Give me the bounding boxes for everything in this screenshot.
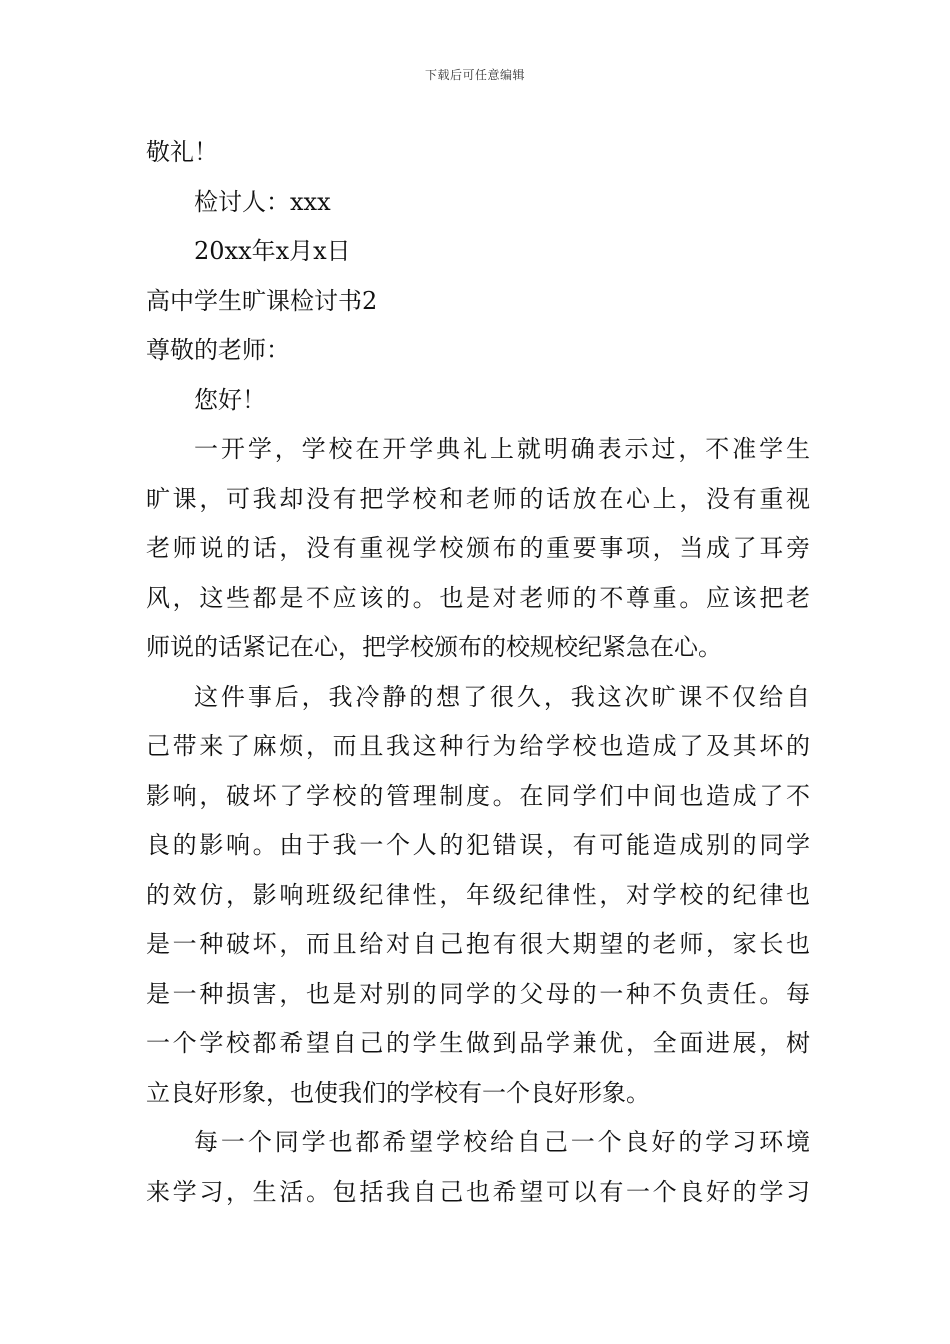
page-header: 下载后可任意编辑 (424, 68, 525, 82)
paragraph (146, 128, 810, 178)
text-line: 己带来了麻烦，而且我这种行为给学校也造成了及其坏的 (146, 732, 810, 760)
text-line: 20xx年x月x日 (194, 237, 351, 265)
text-line: 尊敬的老师： (146, 336, 290, 364)
paragraph (146, 376, 810, 426)
paragraph (146, 277, 810, 327)
text-line: 您好！ (194, 385, 266, 414)
text-line: 旷课，可我却没有把学校和老师的话放在心上，没有重视 (146, 484, 810, 513)
paragraph (146, 178, 810, 228)
document-body (146, 128, 810, 1217)
text-line: 检讨人：xxx (194, 187, 331, 216)
text-line: 这件事后，我冷静的想了很久，我这次旷课不仅给自 (194, 682, 810, 711)
paragraph (146, 1118, 810, 1217)
text-line: 来学习，生活。包括我自己也希望可以有一个良好的学习 (146, 1177, 810, 1206)
text-line: 每一个同学也都希望学校给自己一个良好的学习环境 (194, 1128, 810, 1156)
text-line: 立良好形象，也使我们的学校有一个良好形象。 (146, 1078, 650, 1107)
text-line: 影响，破坏了学校的管理制度。在同学们中间也造成了不 (146, 781, 810, 810)
text-line: 高中学生旷课检讨书2 (146, 286, 378, 315)
paragraph (146, 227, 810, 277)
text-line: 老师说的话，没有重视学校颁布的重要事项，当成了耳旁 (146, 534, 810, 562)
text-line: 师说的话紧记在心，把学校颁布的校规校纪紧急在心。 (146, 633, 722, 661)
text-line: 良的影响。由于我一个人的犯错误，有可能造成别的同学 (146, 831, 810, 859)
text-line: 风，这些都是不应该的。也是对老师的不尊重。应该把老 (146, 583, 810, 612)
text-line: 是一种破坏，而且给对自己抱有很大期望的老师，家长也 (146, 930, 810, 958)
text-line: 是一种损害，也是对别的同学的父母的一种不负责任。每 (146, 979, 810, 1008)
paragraph (146, 425, 810, 673)
text-line: 一开学，学校在开学典礼上就明确表示过，不准学生 (194, 435, 810, 463)
paragraph (146, 326, 810, 376)
paragraph (146, 673, 810, 1119)
text-line: 一个学校都希望自己的学生做到品学兼优，全面进展，树 (146, 1029, 810, 1057)
text-line: 的效仿，影响班级纪律性，年级纪律性，对学校的纪律也 (146, 880, 810, 909)
text-line: 敬礼！ (146, 138, 218, 166)
